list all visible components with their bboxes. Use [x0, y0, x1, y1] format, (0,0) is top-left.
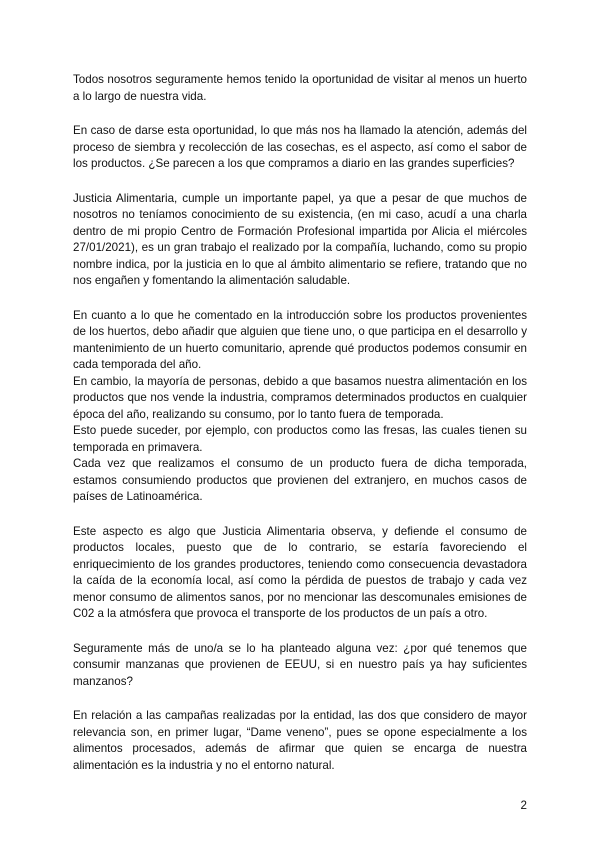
document-page: [73, 72, 527, 792]
paragraph-seasonal-intro: En cuanto a lo que he comentado en la introducción sobre los productos provenientes de los huertos, debo añadir que alguien que tiene uno, o que participa en el desarrollo y mantenimiento de un huerto comunitario, aprende qué productos podemos consumir en cada temporada del año.: [73, 308, 527, 371]
paragraph-strawberries-example: Esto puede suceder, por ejemplo, con productos como las fresas, las cuales tienen su temporada en primavera.: [73, 424, 527, 454]
paragraph-local-consumption: Este aspecto es algo que Justicia Alimentaria observa, y defiende el consumo de productos locales, puesto que de lo contrario, se estaría favoreciendo el enriquecimiento de los grandes productores, teniendo como consecuencia devastadora la caída de la economía local, así como la pérdida de puestos de trabajo y cada vez menor consumo de alimentos sanos, por no mencionar las descomunales emisiones de C02 a la atmósfera que provoca el transporte de los productos de un país a otro.: [73, 524, 527, 620]
paragraph-industry-consumption: En cambio, la mayoría de personas, debido a que basamos nuestra alimentación en los productos que nos vende la industria, compramos determinados productos en cualquier época del año, realizando su consumo, por lo tanto fuera de temporada.: [73, 374, 527, 421]
paragraph-intro: Todos nosotros seguramente hemos tenido la oportunidad de visitar al menos un huerto a lo largo de nuestra vida.: [73, 73, 527, 103]
paragraph-huerto-question: En caso de darse esta oportunidad, lo que más nos ha llamado la atención, además del proceso de siembra y recolección de las cosechas, es el aspecto, así como el sabor de los productos. ¿Se parecen a los que compramos a diario en las grandes superficies?: [73, 124, 527, 170]
paragraph-campaigns: En relación a las campañas realizadas por la entidad, las dos que considero de mayor relevancia son, en primer lugar, “Dame veneno”, pues se opone especialmente a los alimentos procesados, además de afirmar que quien se encarga de nuestra alimentación es la industria y no el entorno natural.: [73, 709, 527, 772]
page-number: 2: [520, 799, 527, 812]
paragraph-imported-products: Cada vez que realizamos el consumo de un producto fuera de dicha temporada, estamos consumiendo productos que provienen del extranjero, en muchos casos de países de Latinoamérica.: [73, 457, 527, 503]
paragraph-apples-question: Seguramente más de uno/a se lo ha planteado alguna vez: ¿por qué tenemos que consumir manzanas que provienen de EEUU, si en nuestro país ya hay suficientes manzanos?: [73, 641, 527, 688]
paragraph-justicia-alimentaria: Justicia Alimentaria, cumple un importante papel, ya que a pesar de que muchos de nosotros no teníamos conocimiento de su existencia, (en mi caso, acudí a una charla dentro de mi propio Centro de Formación Profesional impartida por Alicia el miércoles 27/01/2021), es un gran trabajo el realizado por la compañía, luchando, como su propio nombre indica, por la justicia en lo que al ámbito alimentario se refiere, tratando que no nos engañen y fomentando la alimentación saludable.: [73, 191, 527, 287]
seasonal-products-block: [73, 308, 527, 506]
